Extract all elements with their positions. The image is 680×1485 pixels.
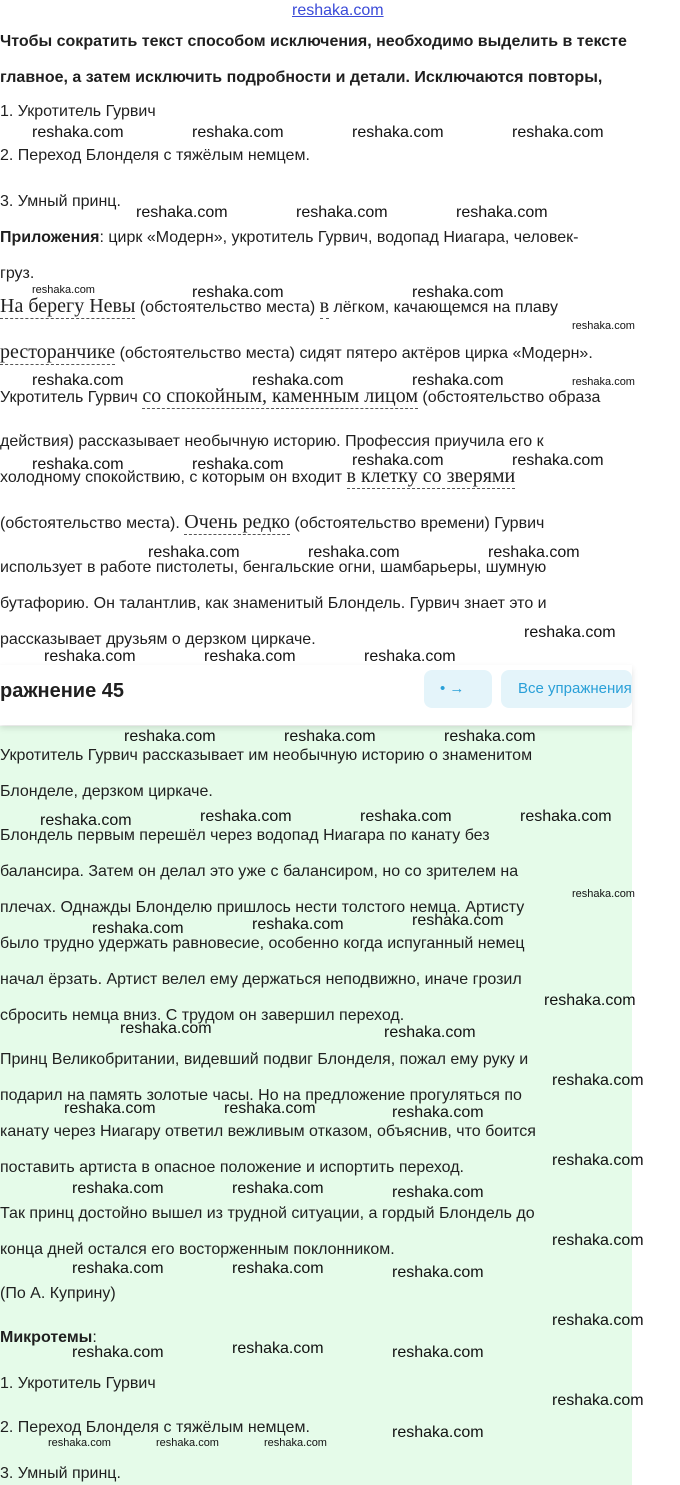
watermark: reshaka.com (232, 1260, 324, 1277)
watermark: reshaka.com (232, 1180, 324, 1197)
watermark: reshaka.com (512, 452, 604, 469)
microthemes-colon: : (92, 1329, 97, 1346)
watermark: reshaka.com (412, 372, 504, 389)
watermark: reshaka.com (192, 284, 284, 301)
watermark: reshaka.com (192, 124, 284, 141)
watermark: reshaka.com (384, 1024, 476, 1041)
answer-microtheme-2: 2. Переход Блонделя с тяжёлым немцем. (0, 1419, 310, 1436)
watermark: reshaka.com (552, 1232, 644, 1249)
watermark: reshaka.com (308, 544, 400, 561)
appendix-text: : цирк «Модерн», укротитель Гурвич, водопад Ниагара, человек- (99, 229, 579, 246)
watermark: reshaka.com (252, 372, 344, 389)
watermark: reshaka.com (252, 916, 344, 933)
answer-line-5: плечах. Однажды Блонделю пришлось нести толстого немца. Артисту (0, 899, 525, 916)
answer-line-11: канату через Ниагару ответил вежливым отказом, объяснив, что боится (0, 1123, 536, 1140)
watermark: reshaka.com (360, 808, 452, 825)
watermark: reshaka.com (552, 1392, 644, 1409)
appendix-line (0, 228, 578, 248)
watermark: reshaka.com (572, 888, 635, 900)
watermark: reshaka.com (352, 124, 444, 141)
microthemes-label: Микротемы (0, 1329, 93, 1346)
watermark: reshaka.com (524, 624, 616, 641)
watermark: reshaka.com (44, 648, 136, 665)
highlight-preposition: в (319, 295, 330, 317)
analysis-text: (обстоятельство образа (417, 389, 601, 406)
watermark: reshaka.com (264, 1437, 327, 1449)
highlight-manner: со спокойным, каменным лицом (142, 385, 418, 407)
highlight-place-3: в клетку со зверями (346, 465, 516, 487)
highlight-place-1: На берегу Невы (0, 295, 136, 317)
watermark: reshaka.com (136, 204, 228, 221)
watermark: reshaka.com (192, 456, 284, 473)
answer-line-14: конца дней остался его восторженным поклонником. (0, 1241, 395, 1258)
analysis-line-9: рассказывает друзьям о дерзком циркаче. (0, 631, 316, 648)
watermark: reshaka.com (572, 320, 635, 332)
answer-line-3: Блондель первым перешёл через водопад Ниагара по канату без (0, 827, 490, 844)
all-exercises-button[interactable] (501, 670, 632, 708)
answer-line-7: начал ёрзать. Артист велел ему держаться неподвижно, иначе грозил (0, 971, 522, 988)
watermark: reshaka.com (284, 728, 376, 745)
appendix-label: Приложения (0, 229, 100, 246)
answer-line-9: Принц Великобритании, видевший подвиг Блонделя, пожал ему руку и (0, 1051, 529, 1068)
answer-line-2: Блонделе, дерзком циркаче. (0, 783, 213, 800)
microtheme-2: 2. Переход Блонделя с тяжёлым немцем. (0, 147, 310, 164)
watermark: reshaka.com (156, 1437, 219, 1449)
watermark: reshaka.com (456, 204, 548, 221)
watermark: reshaka.com (32, 124, 124, 141)
site-link[interactable]: reshaka.com (292, 2, 384, 19)
answer-microtheme-1: 1. Укротитель Гурвич (0, 1375, 156, 1392)
watermark: reshaka.com (572, 376, 635, 388)
answer-line-1: Укротитель Гурвич рассказывает им необычную историю о знаменитом (0, 747, 533, 764)
watermark: reshaka.com (200, 808, 292, 825)
answer-line-6: было трудно удержать равновесие, особенно когда испуганный немец (0, 935, 525, 952)
appendix-line-2: груз. (0, 265, 35, 282)
watermark: reshaka.com (148, 544, 240, 561)
watermark: reshaka.com (552, 1072, 644, 1089)
next-arrow-icon: • → (440, 680, 465, 697)
microtheme-1: 1. Укротитель Гурвич (0, 103, 156, 120)
intro-line-1: Чтобы сократить текст способом исключения, необходимо выделить в тексте (0, 33, 627, 50)
watermark: reshaka.com (552, 1152, 644, 1169)
analysis-line-7: использует в работе пистолеты, бенгальские огни, шамбарьеры, шумную (0, 559, 547, 576)
analysis-text: (обстоятельство времени) Гурвич (289, 515, 545, 532)
analysis-line-8: бутафорию. Он талантлив, как знаменитый Блондель. Гурвич знает это и (0, 595, 547, 612)
watermark: reshaka.com (412, 912, 504, 929)
analysis-text: (обстоятельство места). (0, 515, 185, 532)
watermark: reshaka.com (392, 1344, 484, 1361)
watermark: reshaka.com (32, 372, 124, 389)
microtheme-3: 3. Умный принц. (0, 193, 121, 210)
intro-line-2: главное, а затем исключить подробности и детали. Исключаются повторы, (0, 69, 603, 86)
watermark: reshaka.com (124, 728, 216, 745)
watermark: reshaka.com (296, 204, 388, 221)
watermark: reshaka.com (40, 812, 132, 829)
watermark: reshaka.com (204, 648, 296, 665)
watermark: reshaka.com (72, 1260, 164, 1277)
watermark: reshaka.com (520, 808, 612, 825)
watermark: reshaka.com (64, 1100, 156, 1117)
analysis-line-2 (0, 342, 593, 364)
watermark: reshaka.com (488, 544, 580, 561)
watermark: reshaka.com (352, 452, 444, 469)
next-exercise-button[interactable] (424, 670, 492, 708)
watermark: reshaka.com (412, 284, 504, 301)
highlight-time: Очень редко (184, 511, 290, 533)
answer-microtheme-3: 3. Умный принц. (0, 1465, 121, 1482)
watermark: reshaka.com (552, 1312, 644, 1329)
watermark: reshaka.com (48, 1437, 111, 1449)
watermark: reshaka.com (444, 728, 536, 745)
watermark: reshaka.com (544, 992, 636, 1009)
exercise-title: ражнение 45 (0, 680, 125, 702)
watermark: reshaka.com (392, 1424, 484, 1441)
watermark: reshaka.com (232, 1340, 324, 1357)
analysis-text: Укротитель Гурвич (0, 389, 143, 406)
analysis-text: (обстоятельство места) (135, 299, 320, 316)
watermark: reshaka.com (224, 1100, 316, 1117)
answer-line-10: подарил на память золотые часы. Но на предложение прогуляться по (0, 1087, 522, 1104)
watermark: reshaka.com (120, 1020, 212, 1037)
source-line: (По А. Куприну) (0, 1285, 116, 1302)
watermark: reshaka.com (364, 648, 456, 665)
watermark: reshaka.com (32, 284, 95, 296)
watermark: reshaka.com (392, 1184, 484, 1201)
analysis-text: холодному спокойствию, с которым он входит (0, 469, 347, 486)
watermark: reshaka.com (32, 456, 124, 473)
all-exercises-label: Все упражнения (518, 680, 632, 697)
watermark: reshaka.com (72, 1344, 164, 1361)
answer-line-4: балансира. Затем он делал это уже с балансиром, но со зрителем на (0, 863, 519, 880)
highlight-place-2: ресторанчике (0, 341, 116, 363)
watermark: reshaka.com (392, 1104, 484, 1121)
analysis-line-4: действия) рассказывает необычную историю. Профессия приучила его к (0, 433, 544, 450)
watermark: reshaka.com (512, 124, 604, 141)
analysis-line-6 (0, 512, 544, 534)
answer-line-8: сбросить немца вниз. С трудом он завершил переход. (0, 1007, 405, 1024)
watermark: reshaka.com (72, 1180, 164, 1197)
watermark: reshaka.com (92, 920, 184, 937)
analysis-text: (обстоятельство места) сидят пятеро актёров цирка «Модерн». (115, 345, 593, 362)
analysis-text: лёгком, качающемся на плаву (329, 299, 558, 316)
watermark: reshaka.com (392, 1264, 484, 1281)
answer-line-13: Так принц достойно вышел из трудной ситуации, а гордый Блондель до (0, 1205, 535, 1222)
answer-line-12: поставить артиста в опасное положение и испортить переход. (0, 1159, 464, 1176)
